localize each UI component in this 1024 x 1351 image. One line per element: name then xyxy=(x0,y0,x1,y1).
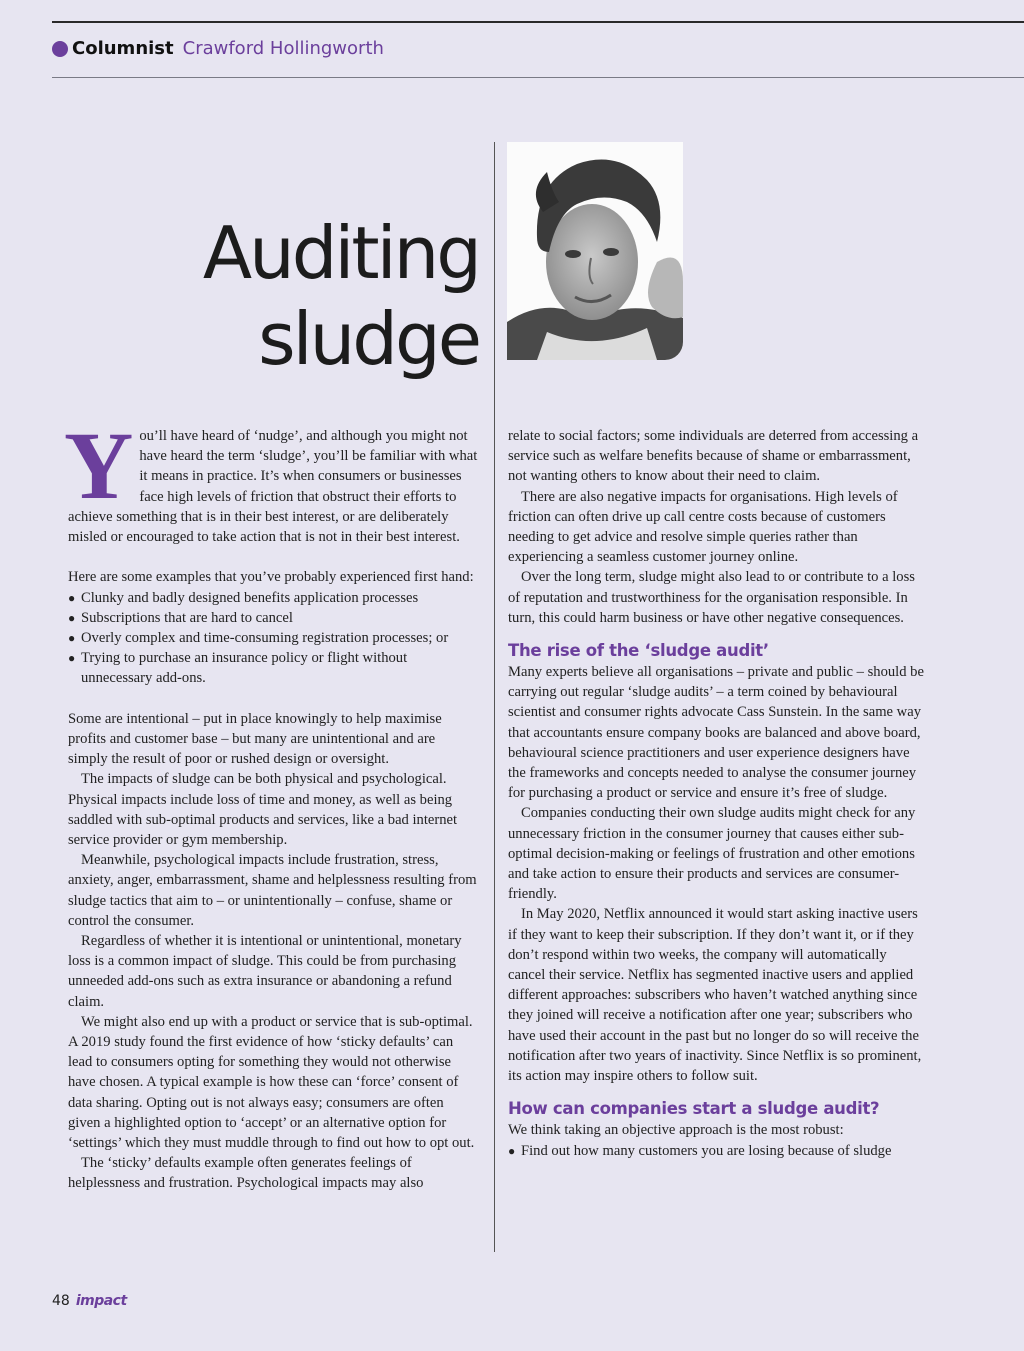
title-line-2: sludge xyxy=(258,297,479,381)
left-column xyxy=(64,412,478,1194)
article-title xyxy=(203,210,479,382)
magazine-logo: impact xyxy=(75,1293,127,1309)
paragraph: Companies conducting their own sludge audits might check for any unnecessary friction in the consumer journey that causes either sub-optimal decision-making or feelings of frustration and other emotions and take action to ensure their products and services are consumer-friendly. xyxy=(508,805,916,903)
examples-intro: Here are some examples that you’ve probably experienced first hand: xyxy=(68,569,474,586)
top-rule xyxy=(52,21,1024,23)
subheading-rise: The rise of the ‘sludge audit’ xyxy=(508,641,769,661)
steps-list xyxy=(508,1141,924,1161)
drop-cap: Y xyxy=(64,412,134,519)
list-item: ● Subscriptions that are hard to cancel xyxy=(68,608,478,628)
page-number: 48 xyxy=(52,1293,70,1309)
paragraph: Some are intentional – put in place knowingly to help maximise profits and customer base – but many are unintentional and are simply the result of poor or rushed design or oversight. xyxy=(68,710,442,768)
paragraph: The impacts of sludge can be both physical and psychological. Physical impacts include loss of time and money, as well as being saddled with sub-optimal products and services, like a bad internet service provider or gym membership. xyxy=(68,771,458,849)
paragraph: relate to social factors; some individuals are deterred from accessing a service such as welfare benefits because of shame or embarrassment, not wanting others to know about their need to claim. xyxy=(508,428,919,485)
paragraph: Many experts believe all organisations – private and public – should be carrying out regular ‘sludge audits’ – a term coined by behavioural scientist and consumer rights advocate Cass Sunstein. In the same way that accountants ensure company books are balanced and above board, behavioural science practitioners and user experience designers have the frameworks and concepts needed to analyse the consumer journey for purchasing a product or service and ensure it’s free of sludge. xyxy=(508,664,924,802)
paragraph: Regardless of whether it is intentional or unintentional, monetary loss is a common impact of sludge. This could be from purchasing unneeded add-ons such as extra insurance or abandoning a refund claim. xyxy=(68,933,462,1010)
list-item: ● Find out how many customers you are losing because of sludge xyxy=(508,1141,924,1161)
paragraph: The ‘sticky’ defaults example often generates feelings of helplessness and frustration. Psychological impacts may also xyxy=(68,1155,424,1192)
title-line-1: Auditing xyxy=(202,211,479,295)
portrait-illustration xyxy=(507,142,683,360)
paragraph: We think taking an objective approach is the most robust: xyxy=(508,1122,844,1139)
intro-paragraph xyxy=(64,412,478,547)
bullet-dot-icon xyxy=(52,41,68,57)
list-item: ● Overly complex and time-consuming registration processes; or xyxy=(68,628,478,648)
subheading-how: How can companies start a sludge audit? xyxy=(508,1099,880,1119)
right-column xyxy=(508,426,924,1161)
paragraph: Meanwhile, psychological impacts include frustration, stress, anxiety, anger, embarrassment, shame and helplessness resulting from sludge tactics that aim to – or unintentionally – confuse, shame or control the consumer. xyxy=(68,852,477,929)
list-item: ● Trying to purchase an insurance policy or flight without unnecessary add-ons. xyxy=(68,648,478,688)
list-item: ● Clunky and badly designed benefits application processes xyxy=(68,588,478,608)
column-divider xyxy=(494,142,495,1252)
paragraph: Over the long term, sludge might also lead to or contribute to a loss of reputation and trustworthiness for the organisation responsible. In turn, this could harm business or have other negative consequences. xyxy=(508,569,915,626)
columnist-label: Columnist xyxy=(72,38,174,59)
page-footer xyxy=(52,1293,127,1309)
columnist-name: Crawford Hollingworth xyxy=(182,38,384,59)
paragraph: There are also negative impacts for organisations. High levels of friction can often drive up call centre costs because of customers needing to get advice and resolve simple queries rather than experiencing a seamless customer journey online. xyxy=(508,488,898,566)
paragraph: We might also end up with a product or service that is sub-optimal. A 2019 study found the first evidence of how ‘sticky defaults’ can lead to consumers opting for something they would not otherwise have chosen. A typical example is how these can ‘force’ consent of data sharing. Opting out is not always easy; consumers are often given a highlighted option to ‘accept’ or an alternative option for ‘settings’ which they must muddle through to find out how to opt out. xyxy=(68,1013,475,1152)
columnist-photo xyxy=(507,142,683,360)
paragraph: In May 2020, Netflix announced it would start asking inactive users if they want to keep their subscription. If they don’t want it, or if they don’t respond within two weeks, the company will automatically cancel their service. Netflix has segmented inactive users and applied different approaches: subscribers who haven’t watched anything since they joined will receive a notification after one year; subscribers who have used their account in the past but no longer do so will receive the notification after two years of inactivity. Since Netflix is so prominent, its action may inspire others to follow suit. xyxy=(508,906,922,1085)
intro-text: ou’ll have heard of ‘nudge’, and although you might not have heard the term ‘sludge’, you’ll be familiar with what it means in practice. It’s when consumers or businesses face high levels of friction that obstruct their efforts to achieve something that is in their best interest, or are deliberately misled or encouraged to take action that is not in their best interest. xyxy=(68,428,478,546)
columnist-header xyxy=(52,38,384,59)
examples-list xyxy=(68,588,478,689)
header-rule xyxy=(52,77,1024,78)
